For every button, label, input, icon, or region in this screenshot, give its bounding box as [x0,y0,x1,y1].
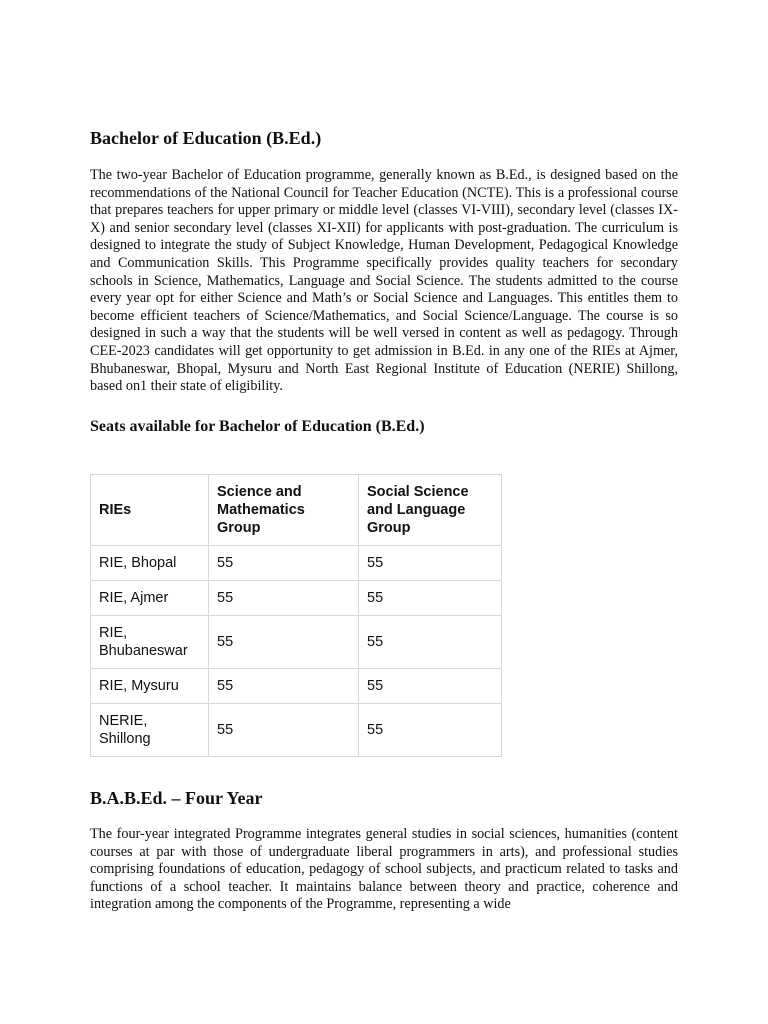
cell-science-seats: 55 [209,704,359,757]
cell-social-seats: 55 [359,581,502,616]
babed-description-paragraph: The four-year integrated Programme integrates general studies in social sciences, humanities (content courses at par with those of undergraduate liberal programmers in arts), and professional studies comprising foundations of education, pedagogy of school subjects, and practicum related to tasks and functions of a school teacher. It maintains balance between theory and practice, coherence and integration among the components of the Programme, representing a wide [90,826,678,913]
section-title-babed: B.A.B.Ed. – Four Year [90,788,263,808]
header-ries: RIEs [91,475,209,546]
seats-table [90,474,502,757]
cell-science-seats: 55 [209,581,359,616]
header-science-math: Science and Mathematics Group [209,475,359,546]
cell-rie: RIE, Bhopal [91,546,209,581]
table-row [91,581,502,616]
table-header-row [91,475,502,546]
table-row [91,704,502,757]
cell-science-seats: 55 [209,616,359,669]
table-row [91,546,502,581]
cell-rie: NERIE, Shillong [91,704,209,757]
cell-science-seats: 55 [209,669,359,704]
cell-social-seats: 55 [359,616,502,669]
cell-rie: RIE, Bhubaneswar [91,616,209,669]
cell-science-seats: 55 [209,546,359,581]
cell-social-seats: 55 [359,704,502,757]
table-row [91,616,502,669]
cell-social-seats: 55 [359,669,502,704]
bed-description-paragraph: The two-year Bachelor of Education programme, generally known as B.Ed., is designed based on the recommendations of the National Council for Teacher Education (NCTE). This is a professional course that prepares teachers for upper primary or middle level (classes VI-VIII), secondary level (classes IX-X) and senior secondary level (classes XI-XII) for applicants with post-graduation. The curriculum is designed to integrate the study of Subject Knowledge, Human Development, Pedagogical Knowledge and Communication Skills. This Programme specifically provides quality teachers for secondary schools in Science, Mathematics, Language and Social Science. The students admitted to the course every year opt for either Science and Math’s or Social Science and Languages. This entitles them to become efficient teachers of Science/Mathematics, and Social Science/Language. The course is so designed in such a way that the students will be well versed in content as well as pedagogy. Through CEE-2023 candidates will get opportunity to get admission in B.Ed. in any one of the RIEs at Ajmer, Bhubaneswar, Bhopal, Mysuru and North East Regional Institute of Education (NERIE) Shillong, based on1 their state of eligibility. [90,167,678,395]
cell-rie: RIE, Mysuru [91,669,209,704]
cell-social-seats: 55 [359,546,502,581]
table-row [91,669,502,704]
section-title-bed: Bachelor of Education (B.Ed.) [90,128,322,148]
header-social-language: Social Science and Language Group [359,475,502,546]
seats-table-title: Seats available for Bachelor of Education (B.Ed.) [90,418,425,435]
cell-rie: RIE, Ajmer [91,581,209,616]
